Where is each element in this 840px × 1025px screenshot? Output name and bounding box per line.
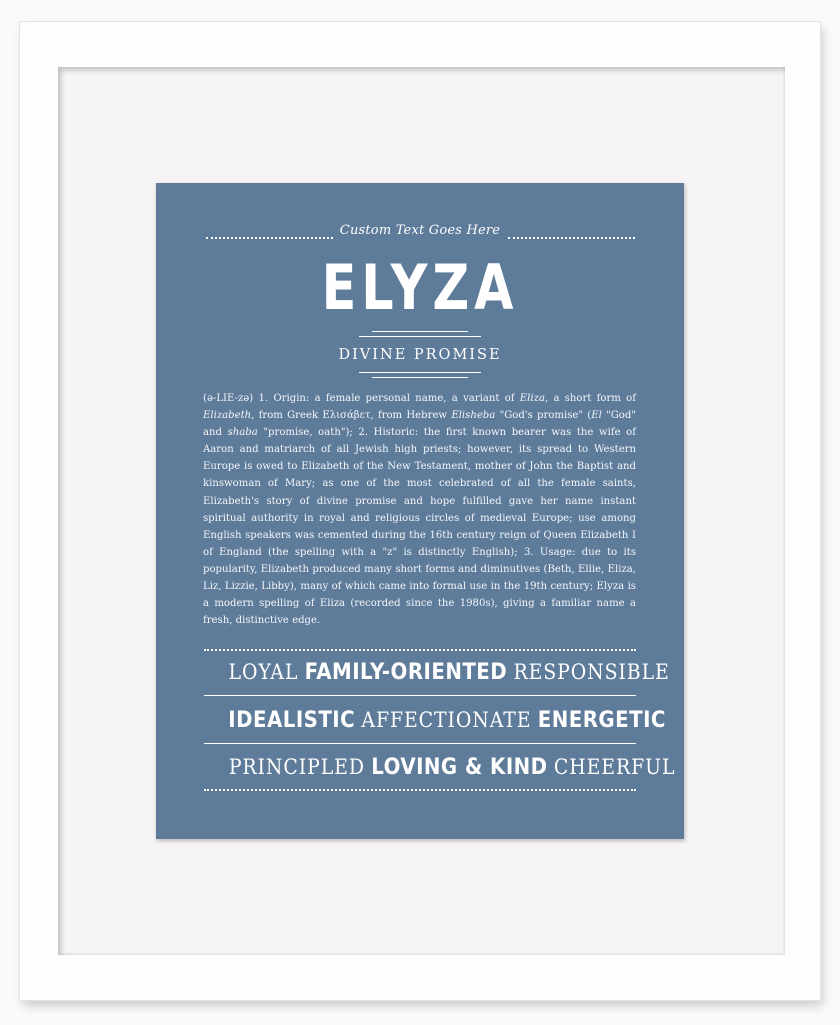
meaning-rule-top-1	[372, 331, 468, 332]
dotted-rule-traits-bottom	[204, 789, 636, 791]
trait-row-3	[204, 752, 676, 783]
trait-divider-1	[204, 695, 636, 696]
trait: FAMILY-ORIENTED	[304, 660, 508, 685]
meaning-rule-bottom-2	[372, 377, 468, 378]
trait: ENERGETIC	[537, 708, 666, 733]
trait: LOVING & KIND	[371, 755, 548, 780]
custom-text: Custom Text Goes Here	[339, 223, 501, 238]
trait-divider-2	[204, 743, 636, 744]
trait: RESPONSIBLE	[513, 660, 670, 684]
name-meaning: DIVINE PROMISE	[338, 347, 502, 363]
name-definition: (ə-LIE-zə) 1. Origin: a female personal name, a variant of Eliza, a short form of Elizabeth, from Greek Ελισάβετ, from Hebrew Elisheba "God's promise" (El "God" and shaba "promise, oath"); 2. Historic: the first known bearer was the wife of Aaron and matriarch of all Jewish high priests; however, its spread to Western Europe is owed to Elizabeth of the New Testament, mother of John the Baptist and kinswoman of Mary; as one of the most celebrated of all the female saints, Elizabeth's story of divine promise and hope fulfilled gave her name instant spiritual authority in royal and religious circles of medieval Europe; use among English speakers was cemented during the 16th century reign of Queen Elizabeth I of England (the spelling with a "z" is distinctly English); 3. Usage: due to its popularity, Elizabeth produced many short forms and diminutives (Beth, Ellie, Eliza, Liz, Lizzie, Libby), many of which came into formal use in the 19th century; Elyza is a modern spelling of Eliza (recorded since the 1980s), giving a familiar name a fresh, distinctive edge.	[203, 393, 636, 627]
trait: IDEALISTIC	[228, 708, 356, 733]
trait-row-2	[204, 705, 666, 736]
pronunciation: (ə-LIE-zə)	[203, 393, 254, 404]
trait: CHEERFUL	[553, 755, 676, 779]
trait: LOYAL	[228, 660, 299, 684]
name-print	[156, 183, 684, 839]
name-title: ELYZA	[321, 251, 519, 324]
meaning-rule-bottom-1	[359, 372, 481, 373]
trait-row-1	[204, 657, 670, 688]
trait: PRINCIPLED	[228, 755, 365, 779]
trait: AFFECTIONATE	[361, 708, 532, 732]
meaning-rule-top-2	[359, 336, 481, 337]
dotted-rule-traits-top	[204, 649, 636, 651]
